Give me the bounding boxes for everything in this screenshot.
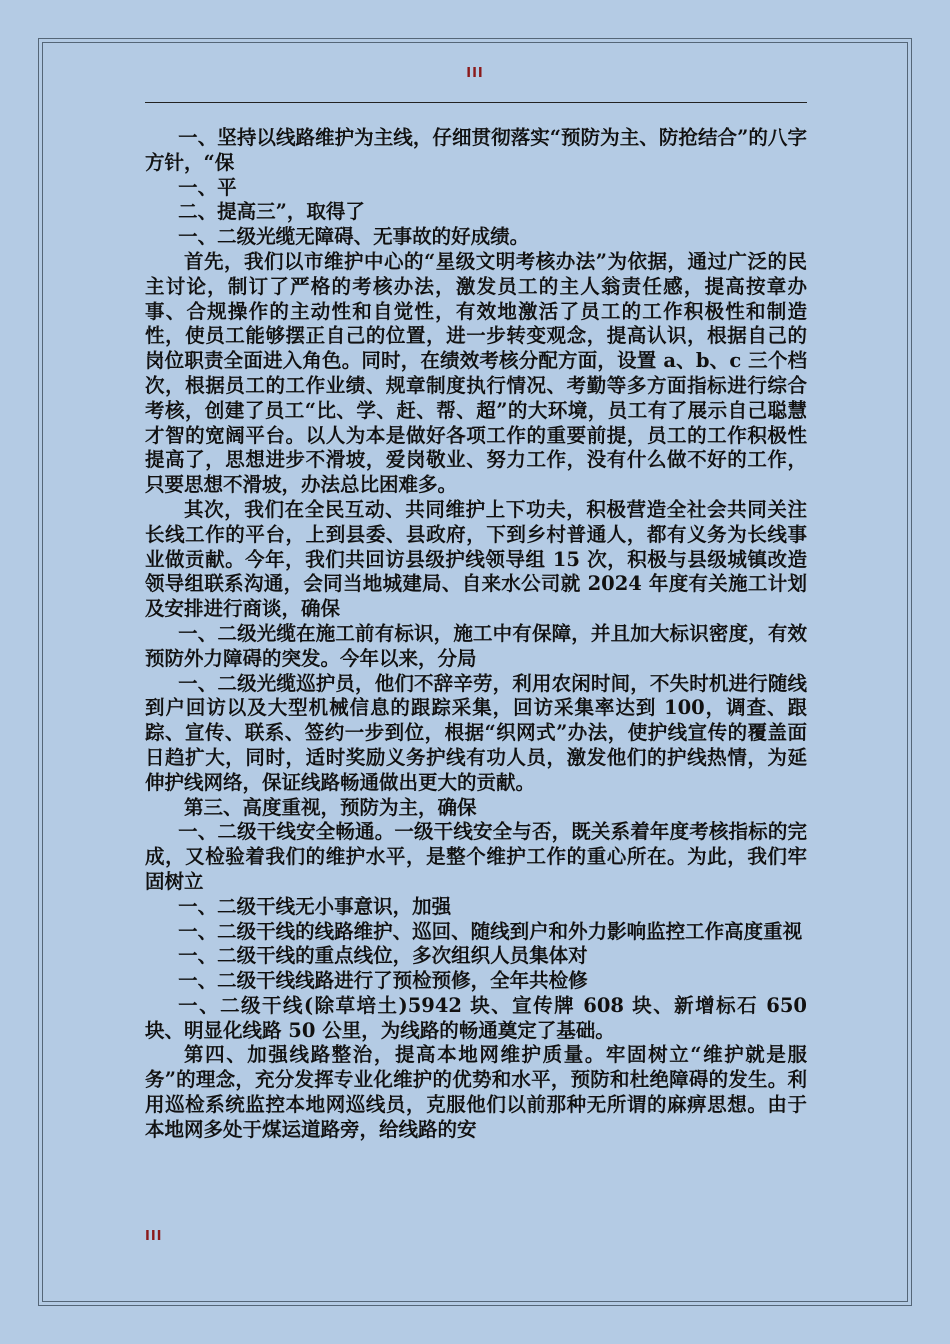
header-mark: III bbox=[466, 66, 484, 81]
header-rule bbox=[145, 102, 807, 103]
paragraph: 一、二级干线的线路维护、巡回、随线到户和外力影响监控工作高度重视 bbox=[178, 919, 803, 943]
paragraph: 一、二级干线(除草培土)5942 块、宣传牌 608 块、新增标石 650 块、明显化线路 50 公里，为线路的畅通奠定了基础。 bbox=[145, 993, 807, 1042]
paragraph: 第三、高度重视，预防为主，确保 bbox=[184, 795, 477, 819]
paragraph: 其次，我们在全民互动、共同维护上下功夫，积极营造全社会共同关注长线工作的平台，上到县委、县政府，下到乡村普通人，都有义务为长线事业做贡献。今年，我们共回访县级护线领导组 15 次，积极与县级城镇改造领导组联系沟通，会同当地城建局、自来水公司就 2024 年度有关施工计划及安排进行商谈，确保 bbox=[145, 497, 807, 621]
paragraph: 一、二级干线的重点线位，多次组织人员集体对 bbox=[178, 944, 588, 968]
paragraph: 一、二级光缆在施工前有标识，施工中有保障，并且加大标识密度，有效预防外力障碍的突发。今年以来，分局 bbox=[145, 621, 807, 670]
footer-mark: III bbox=[145, 1229, 163, 1244]
paragraph: 首先，我们以市维护中心的“星级文明考核办法”为依据，通过广泛的民主讨论，制订了严格的考核办法，激发员工的主人翁责任感，提高按章办事、合规操作的主动性和自觉性，有效地激活了员工的工作积极性和制造性，使员工能够摆正自己的位置，进一步转变观念，提高认识，根据自己的岗位职责全面进入角色。同时，在绩效考核分配方面，设置 a、b、c 三个档次，根据员工的工作业绩、规章制度执行情况、考勤等多方面指标进行综合考核，创建了员工“比、学、赶、帮、超”的大环境，员工有了展示自己聪慧才智的宽阔平台。以人为本是做好各项工作的重要前提，员工的工作积极性提高了，思想进步不滑坡，爱岗敬业、努力工作，没有什么做不好的工作，只要思想不滑坡，办法总比困难多。 bbox=[145, 249, 807, 497]
paragraph: 一、二级干线安全畅通。一级干线安全与否，既关系着年度考核指标的完成，又检验着我们的维护水平，是整个维护工作的重心所在。为此，我们牢固树立 bbox=[145, 820, 807, 893]
paragraph: 一、平 bbox=[178, 175, 237, 199]
paragraph: 一、二级干线无小事意识，加强 bbox=[178, 894, 452, 918]
paragraph: 一、二级干线线路进行了预检预修，全年共检修 bbox=[178, 969, 588, 993]
paragraph: 一、二级光缆无障碍、无事故的好成绩。 bbox=[178, 225, 530, 249]
document-body bbox=[145, 126, 807, 1143]
paragraph: 二、提高三”，取得了 bbox=[178, 200, 365, 224]
paragraph: 第四、加强线路整治，提高本地网维护质量。牢固树立“维护就是服务”的理念，充分发挥专业化维护的优势和水平，预防和杜绝障碍的发生。利用巡检系统监控本地网巡线员，克服他们以前那种无所谓的麻痹思想。由于本地网多处于煤运道路旁，给线路的安 bbox=[145, 1043, 807, 1141]
paragraph: 一、二级光缆巡护员，他们不辞辛劳，利用农闲时间，不失时机进行随线到户回访以及大型机械信息的跟踪采集，回访采集率达到 100，调查、跟踪、宣传、联系、签约一步到位，根据“织网式”办法，使护线宣传的覆盖面日趋扩大，同时，适时奖励义务护线有功人员，激发他们的护线热情，为延伸护线网络，保证线路畅通做出更大的贡献。 bbox=[145, 671, 807, 794]
paragraph: 一、坚持以线路维护为主线，仔细贯彻落实“预防为主、防抢结合”的八字方针，“保 bbox=[145, 126, 807, 174]
